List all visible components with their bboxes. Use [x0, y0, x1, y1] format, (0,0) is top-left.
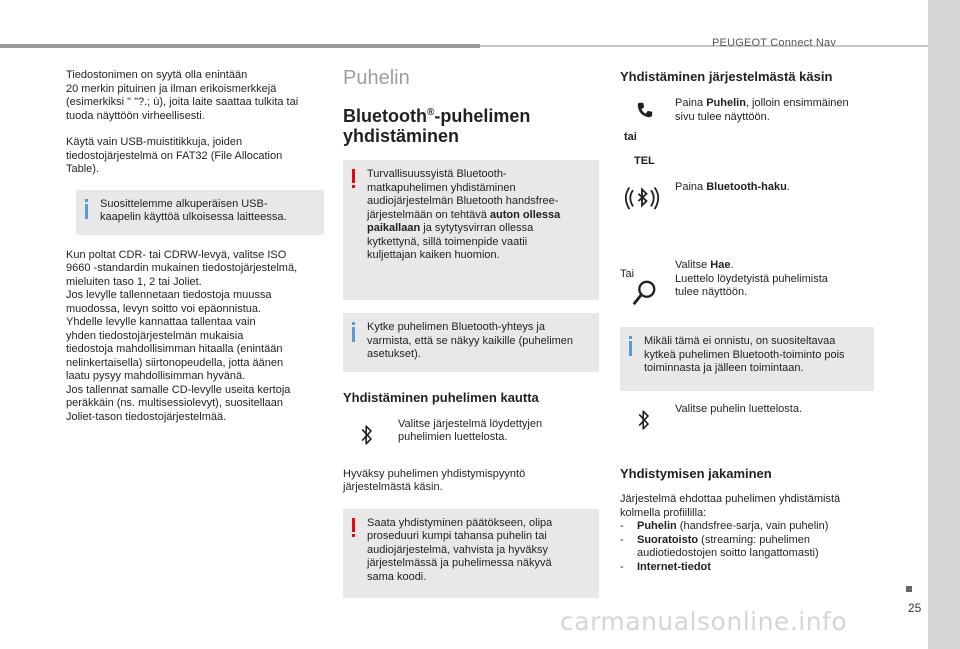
info-icon — [350, 322, 360, 342]
list-dash: - — [620, 520, 624, 532]
sharing-intro: Järjestelmä ehdottaa puhelimen yhdistämistä kolmella profiililla: — [620, 493, 841, 519]
header-rule-dark — [0, 44, 480, 48]
middle-column — [343, 66, 599, 598]
main-title — [343, 103, 599, 146]
step-search-bold: Hae — [710, 259, 731, 271]
visibility-note-text: Kytke puhelimen Bluetooth-yhteys ja varmista, että se näkyy kaikille (puhelimen asetukset). — [367, 321, 574, 360]
usb-cable-note-text: Suosittelemme alkuperäisen USB- kaapelin käyttöä ulkoisessa laitteessa. — [100, 197, 287, 223]
profile-item-streaming — [620, 534, 874, 561]
visibility-note — [343, 313, 599, 372]
profile-item-internet — [620, 561, 874, 575]
or-label: tai — [624, 131, 637, 143]
info-icon — [83, 199, 93, 219]
step-bluetooth-search-a: Paina — [675, 181, 707, 193]
step-press-phone — [675, 97, 849, 124]
profile-name: Internet-tiedot — [637, 560, 711, 573]
safety-warning-text-b: ja sytytysvirran ollessa kytkettynä, sillä toimenpide vaatii kuljettajan kaiken huomion. — [367, 222, 534, 261]
profile-name: Puhelin — [637, 520, 677, 532]
section-title: Puhelin — [343, 67, 410, 89]
tel-label: TEL — [634, 155, 655, 167]
list-dash: - — [620, 560, 624, 573]
main-title-b: -puhelimen — [434, 106, 531, 126]
reset-bluetooth-note-text: Mikäli tämä ei onnistu, on suositeltavaa kytkeä puhelimen Bluetooth-toiminto pois toiminnasta ja jälleen toimintaan. — [644, 335, 845, 374]
phone-pairing-title: Yhdistäminen puhelimen kautta — [343, 389, 539, 405]
usb-paragraph: Käytä vain USB-muistitikkuja, joiden tiedostojärjestelmä on FAT32 (File Allocation Table). — [66, 136, 283, 175]
pairing-code-warning — [343, 509, 599, 598]
profile-desc: (streaming: puhelimen audiotiedostojen soitto langattomasti) — [637, 533, 819, 559]
search-icon — [630, 279, 658, 307]
header-rule-light — [480, 45, 928, 47]
profile-list — [620, 520, 874, 574]
warning-icon — [350, 169, 360, 189]
phone-pairing-step — [343, 416, 599, 460]
warning-icon — [350, 518, 360, 538]
tai-label: Tai — [620, 268, 635, 280]
filename-paragraph: Tiedostonimen on syytä olla enintään 20 merkin pituinen ja ilman erikoismerkkejä (esimerkiksi " "?.; ù), joita laite saattaa tulkita tai tuoda näyttöön virheellisesti. — [66, 69, 299, 122]
step-search-b: . Luettelo löydetyistä puhelimista tulee näyttöön. — [675, 259, 828, 298]
bluetooth-icon — [359, 420, 375, 450]
step-press-phone-a: Paina — [675, 97, 707, 109]
sharing-title: Yhdistymisen jakaminen — [620, 466, 772, 481]
profile-item-phone — [620, 520, 874, 534]
profile-name: Suoratoisto — [637, 533, 699, 546]
reset-bluetooth-note — [620, 327, 874, 391]
list-dash: - — [620, 533, 624, 546]
registered-mark: ® — [426, 107, 435, 118]
profile-desc: (handsfree-sarja, vain puhelin) — [676, 520, 829, 532]
phone-pairing-step-text: Valitse järjestelmä löydettyjen puhelimien luettelosta. — [398, 417, 543, 443]
step-press-phone-b: , jolloin ensimmäinen sivu tulee näyttöön. — [675, 97, 849, 123]
usb-cable-note — [76, 190, 324, 235]
system-pairing-title: Yhdistäminen järjestelmästä käsin — [620, 69, 833, 84]
step-search-a: Valitse — [675, 259, 711, 271]
safety-warning-text — [367, 168, 591, 263]
bluetooth-icon — [636, 405, 652, 435]
manual-title: PEUGEOT Connect Nav — [712, 37, 837, 49]
phone-handset-icon — [636, 101, 654, 119]
safety-warning — [343, 160, 599, 300]
page-edge-strip — [928, 0, 960, 649]
bluetooth-search-icon — [624, 183, 660, 219]
step-bluetooth-search-bold: Bluetooth-haku — [706, 181, 787, 193]
safety-warning-text-a: Turvallisuussyistä Bluetooth- matkapuhelimen yhdistäminen audiojärjestelmän Bluetooth handsfree- järjestelmään on tehtävä — [367, 168, 559, 221]
main-title-a: Bluetooth — [343, 106, 427, 126]
end-of-section-mark — [906, 586, 912, 592]
info-icon — [627, 336, 637, 356]
page-number: 25 — [908, 601, 922, 615]
step-select-phone: Valitse puhelin luettelosta. — [675, 403, 802, 415]
accept-paragraph: Hyväksy puhelimen yhdistymispyyntö järjestelmästä käsin. — [343, 467, 526, 493]
right-column — [620, 69, 874, 589]
cd-burn-paragraph: Kun poltat CDR- tai CDRW-levyä, valitse ISO 9660 -standardin mukainen tiedostojärjestelmä, mieluiten taso 1, 2 tai Joliet. Jos levylle tallennetaan tiedostoja muussa muodossa, levyn soitto voi epäonnistua. Yhdelle levylle kannattaa tallentaa vain yhden tiedostojärjestelmän mukaisia tiedostoja mahdollisimman hitaalla (enintään nelinkertaisella) siirtonopeudella, jotta äänen laatu pysyy mahdollisimman hyvänä. Jos tallennat samalle CD-levylle useita kertoja peräkkäin (ns. multisessiolevyt), suositellaan Joliet-tason tiedostojärjestelmää. — [66, 248, 298, 423]
step-bluetooth-search-b: . — [786, 181, 790, 193]
pairing-code-warning-text: Saata yhdistyminen päätökseen, olipa proseduuri kumpi tahansa puhelin tai audiojärjestelmä, vahvista ja hyväksy järjestelmässä ja puhelimessa näkyvä sama koodi. — [367, 516, 553, 583]
watermark: carmanualsonline.info — [560, 607, 848, 636]
step-bluetooth-search — [675, 181, 790, 195]
step-press-phone-bold: Puhelin — [706, 97, 746, 109]
left-column — [66, 69, 326, 437]
main-title-c: yhdistäminen — [343, 126, 460, 146]
safety-warning-bold: auton ollessa paikallaan — [367, 208, 561, 234]
step-search — [675, 259, 828, 300]
